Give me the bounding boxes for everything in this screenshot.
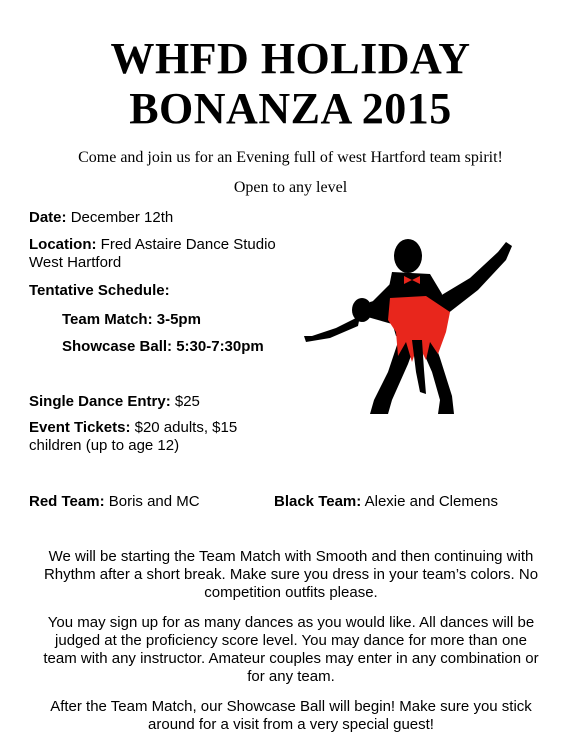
red-team-value: Boris and MC (108, 493, 200, 510)
location-value-line2: West Hartford (29, 254, 122, 271)
schedule-item-showcase-ball: Showcase Ball: 5:30-7:30pm (62, 338, 264, 355)
schedule-item-team-match: Team Match: 3-5pm (62, 311, 201, 328)
black-team-field (274, 493, 498, 511)
single-entry-field (29, 393, 200, 411)
open-to-level: Open to any level (233, 179, 348, 196)
title-line-1: WHFD HOLIDAY (110, 34, 471, 83)
paragraph-sign-up: You may sign up for as many dances as you would like. All dances will be judged at the proficiency score level. You may dance for more than one team with any instructor. Amateur couples may enter in any combination or for any team. (43, 614, 539, 685)
subtitle: Come and join us for an Evening full of west Hartford team spirit! (78, 149, 503, 166)
location-label: Location: (29, 236, 97, 253)
single-entry-value: $25 (174, 393, 200, 410)
title-line-2: BONANZA 2015 (129, 84, 452, 133)
paragraph-team-match: We will be starting the Team Match with Smooth and then continuing with Rhythm after a short break. Make sure you dress in your team’s colors. No competition outfits please. (43, 548, 539, 601)
location-value: Fred Astaire Dance Studio (100, 236, 276, 253)
paragraph-showcase-ball: After the Team Match, our Showcase Ball will begin! Make sure you stick around for a visit from a very special guest! (50, 698, 532, 733)
dancing-couple-silhouette-icon (300, 232, 530, 422)
single-entry-label: Single Dance Entry: (29, 393, 171, 410)
event-tickets-label: Event Tickets: (29, 419, 131, 436)
date-value: December 12th (70, 209, 174, 226)
black-team-value: Alexie and Clemens (364, 493, 499, 510)
schedule-label: Tentative Schedule: (29, 282, 170, 299)
event-tickets-value: $20 adults, $15 (134, 419, 238, 436)
red-team-label: Red Team: (29, 493, 105, 510)
event-tickets-value-line2: children (up to age 12) (29, 437, 180, 454)
date-label: Date: (29, 209, 67, 226)
date-field (29, 209, 173, 227)
black-team-label: Black Team: (274, 493, 362, 510)
red-team-field (29, 493, 200, 511)
location-field (29, 236, 276, 272)
page-title (0, 34, 581, 134)
event-tickets-field (29, 419, 237, 455)
